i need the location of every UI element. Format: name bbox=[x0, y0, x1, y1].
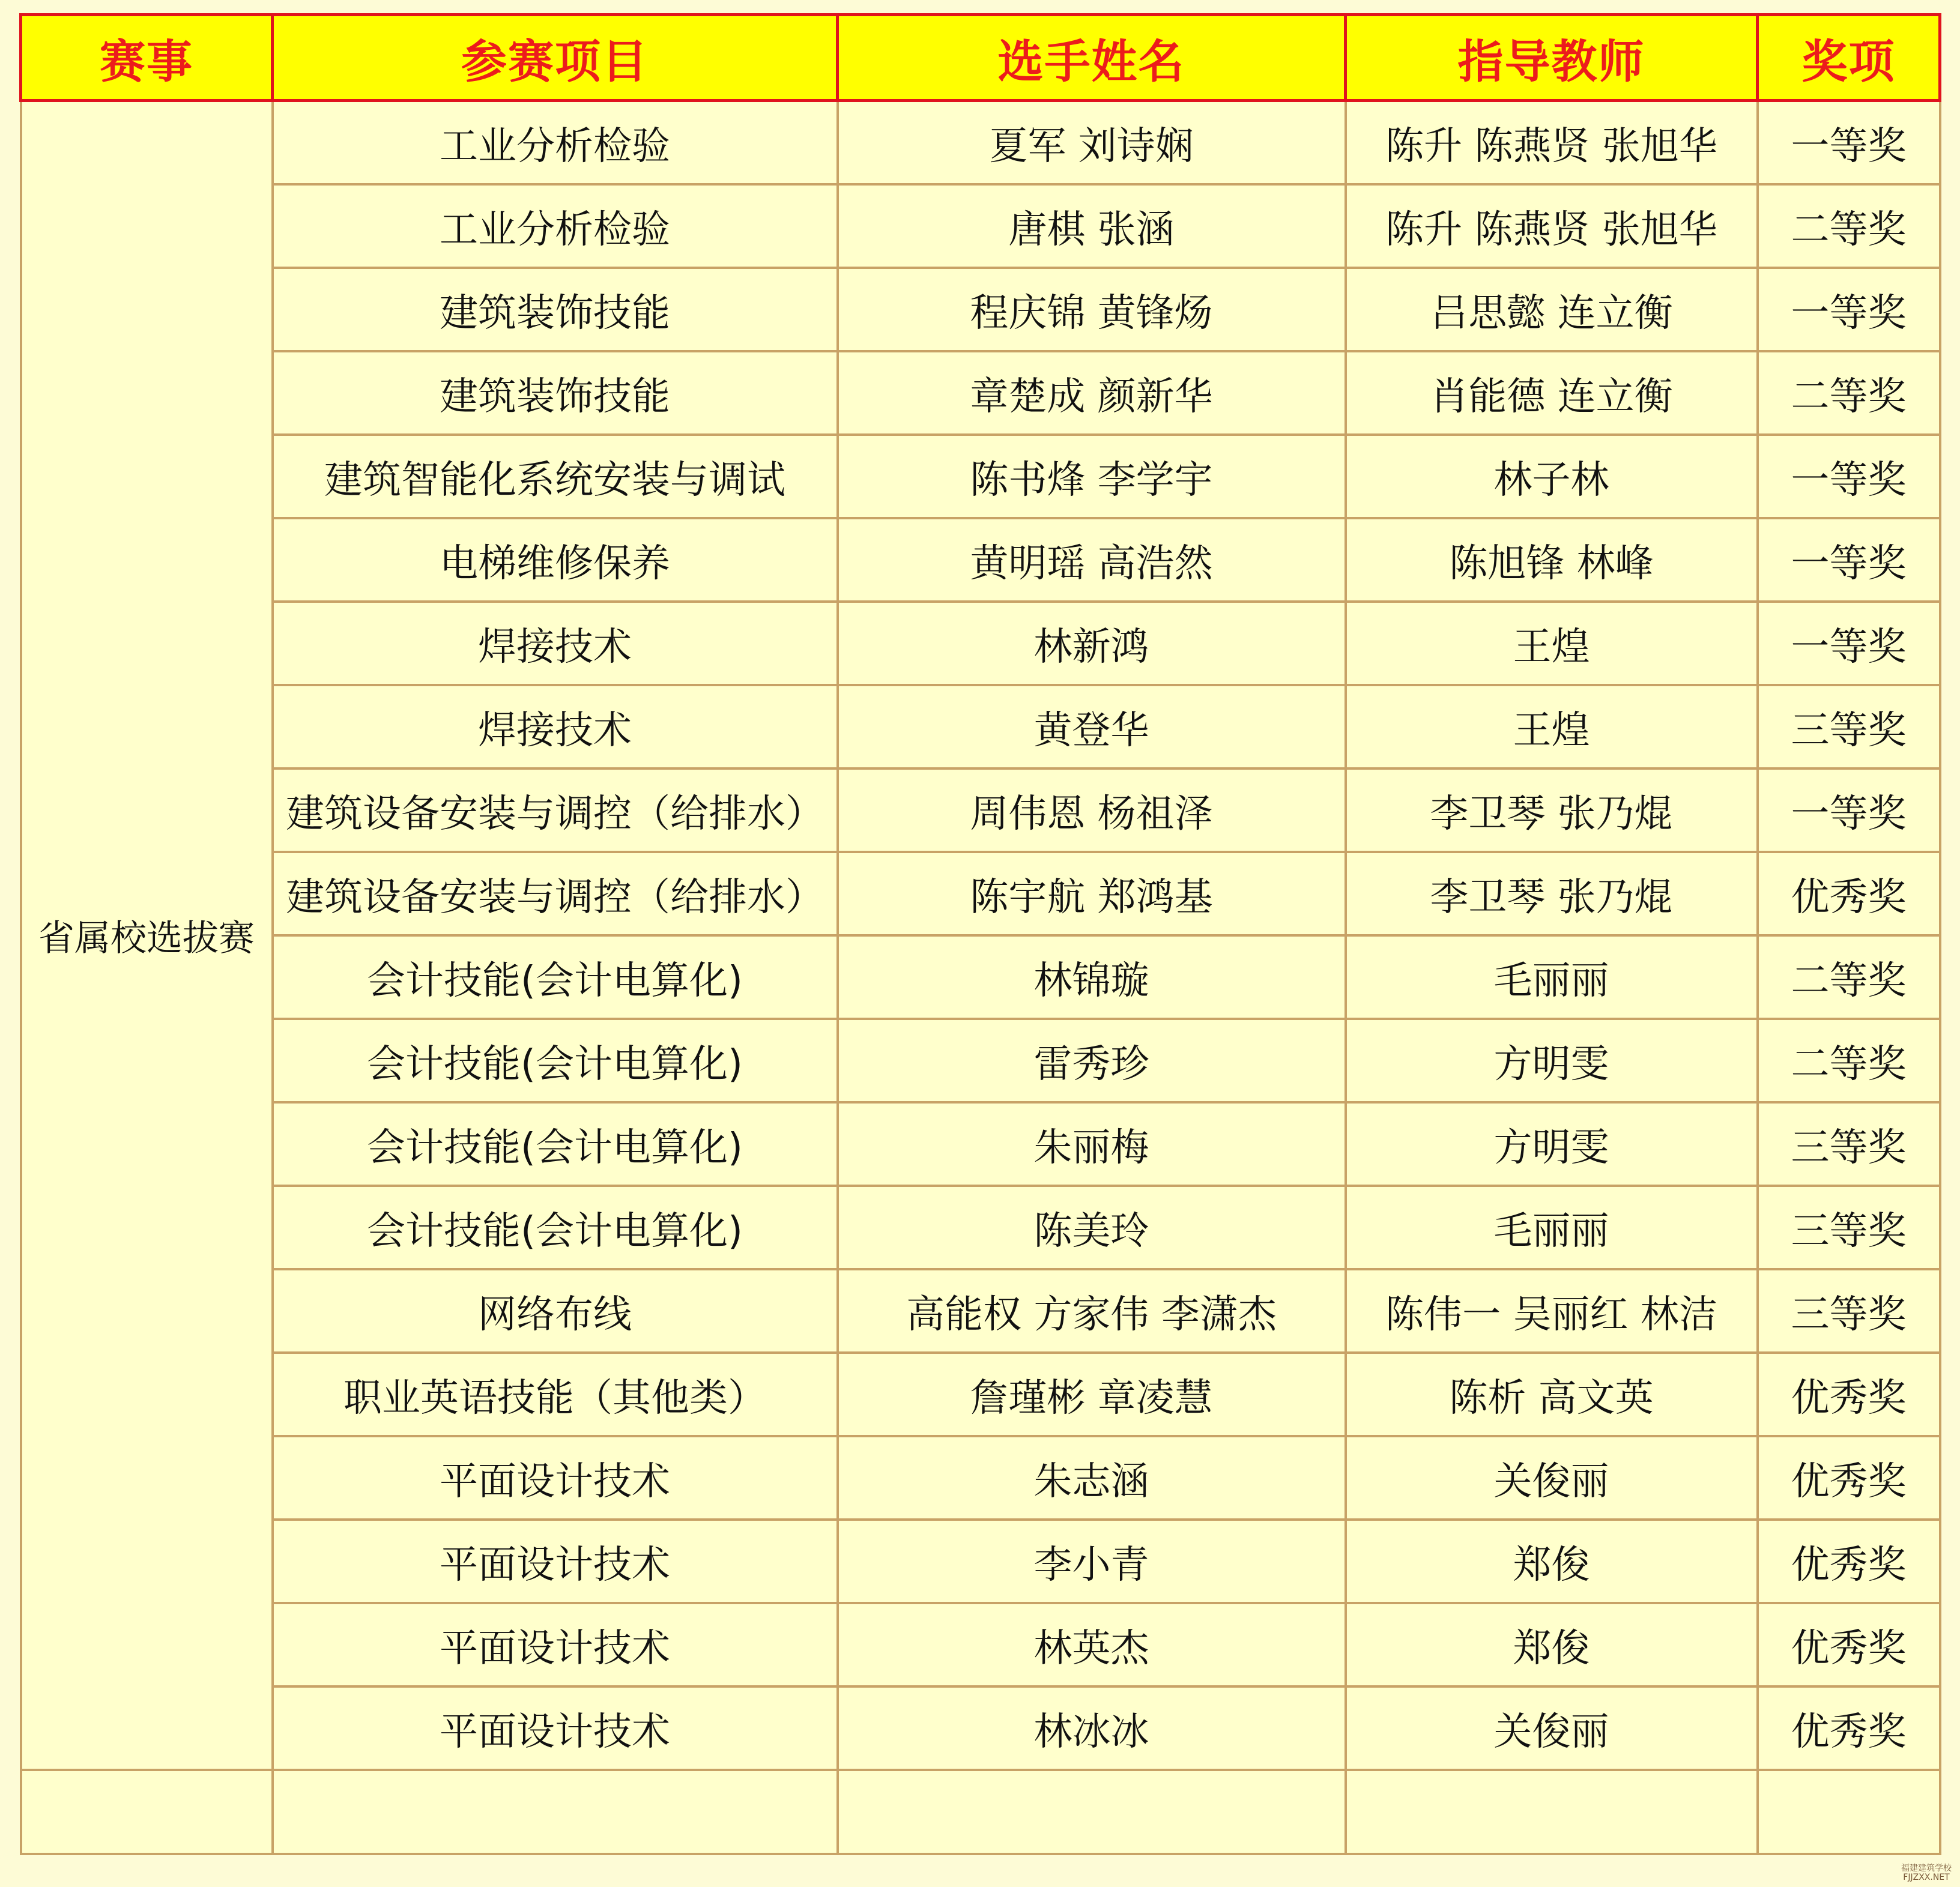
table-row bbox=[21, 1686, 1940, 1770]
teachers-cell: 吕思懿 连立衡 bbox=[1346, 268, 1758, 351]
award-cell: 二等奖 bbox=[1758, 1019, 1940, 1102]
teachers-cell: 毛丽丽 bbox=[1346, 1186, 1758, 1269]
award-cell: 一等奖 bbox=[1758, 101, 1940, 185]
award-cell: 三等奖 bbox=[1758, 685, 1940, 768]
teachers-cell: 郑俊 bbox=[1346, 1603, 1758, 1686]
students-cell: 唐棋 张涵 bbox=[838, 184, 1346, 268]
watermark-line: FJJZXX.NET bbox=[1903, 1873, 1950, 1882]
project-cell: 会计技能(会计电算化) bbox=[273, 1019, 838, 1102]
header-award: 奖项 bbox=[1758, 15, 1940, 101]
watermark-line: 福建建筑学校 bbox=[1901, 1864, 1952, 1873]
project-cell: 平面设计技术 bbox=[273, 1686, 838, 1770]
project-cell: 平面设计技术 bbox=[273, 1436, 838, 1520]
teachers-cell: 林子林 bbox=[1346, 435, 1758, 518]
table-header-row bbox=[21, 15, 1940, 101]
project-cell: 会计技能(会计电算化) bbox=[273, 1102, 838, 1186]
teachers-cell: 肖能德 连立衡 bbox=[1346, 351, 1758, 435]
project-cell: 建筑设备安装与调控（给排水） bbox=[273, 768, 838, 852]
teachers-cell: 王煌 bbox=[1346, 602, 1758, 685]
award-cell: 三等奖 bbox=[1758, 1186, 1940, 1269]
teachers-cell: 李卫琴 张乃焜 bbox=[1346, 852, 1758, 935]
students-cell: 陈书烽 李学宇 bbox=[838, 435, 1346, 518]
students-cell: 林锦璇 bbox=[838, 935, 1346, 1019]
teachers-cell: 关俊丽 bbox=[1346, 1686, 1758, 1770]
table-row bbox=[21, 685, 1940, 768]
students-cell: 陈宇航 郑鸿基 bbox=[838, 852, 1346, 935]
project-cell: 电梯维修保养 bbox=[273, 518, 838, 602]
students-cell: 周伟恩 杨祖泽 bbox=[838, 768, 1346, 852]
teachers-cell: 方明雯 bbox=[1346, 1019, 1758, 1102]
award-cell: 优秀奖 bbox=[1758, 1603, 1940, 1686]
award-cell: 二等奖 bbox=[1758, 351, 1940, 435]
award-cell: 一等奖 bbox=[1758, 435, 1940, 518]
project-cell: 平面设计技术 bbox=[273, 1603, 838, 1686]
table-row bbox=[21, 435, 1940, 518]
table-body bbox=[21, 101, 1940, 1855]
empty-cell bbox=[1758, 1770, 1940, 1854]
students-cell: 陈美玲 bbox=[838, 1186, 1346, 1269]
award-cell: 优秀奖 bbox=[1758, 852, 1940, 935]
table-row bbox=[21, 1186, 1940, 1269]
table-row bbox=[21, 1603, 1940, 1686]
teachers-cell: 陈旭锋 林峰 bbox=[1346, 518, 1758, 602]
project-cell: 建筑设备安装与调控（给排水） bbox=[273, 852, 838, 935]
students-cell: 程庆锦 黄锋炀 bbox=[838, 268, 1346, 351]
table-row bbox=[21, 1102, 1940, 1186]
empty-cell bbox=[21, 1770, 273, 1854]
students-cell: 章楚成 颜新华 bbox=[838, 351, 1346, 435]
header-student-name: 选手姓名 bbox=[838, 15, 1346, 101]
award-cell: 优秀奖 bbox=[1758, 1686, 1940, 1770]
project-cell: 会计技能(会计电算化) bbox=[273, 1186, 838, 1269]
table-row bbox=[21, 268, 1940, 351]
empty-cell bbox=[273, 1770, 838, 1854]
header-competition: 赛事 bbox=[21, 15, 273, 101]
award-cell: 一等奖 bbox=[1758, 602, 1940, 685]
table-row bbox=[21, 1436, 1940, 1520]
students-cell: 黄登华 bbox=[838, 685, 1346, 768]
teachers-cell: 关俊丽 bbox=[1346, 1436, 1758, 1520]
teachers-cell: 陈析 高文英 bbox=[1346, 1353, 1758, 1436]
header-teacher: 指导教师 bbox=[1346, 15, 1758, 101]
students-cell: 朱丽梅 bbox=[838, 1102, 1346, 1186]
students-cell: 林英杰 bbox=[838, 1603, 1346, 1686]
award-cell: 优秀奖 bbox=[1758, 1353, 1940, 1436]
students-cell: 林冰冰 bbox=[838, 1686, 1346, 1770]
award-cell: 一等奖 bbox=[1758, 768, 1940, 852]
teachers-cell: 陈升 陈燕贤 张旭华 bbox=[1346, 184, 1758, 268]
table-row bbox=[21, 1520, 1940, 1603]
teachers-cell: 毛丽丽 bbox=[1346, 935, 1758, 1019]
project-cell: 建筑智能化系统安装与调试 bbox=[273, 435, 838, 518]
students-cell: 雷秀珍 bbox=[838, 1019, 1346, 1102]
competition-cell: 省属校选拔赛 bbox=[21, 101, 273, 1771]
project-cell: 建筑装饰技能 bbox=[273, 351, 838, 435]
award-table bbox=[19, 13, 1941, 1855]
students-cell: 黄明瑶 高浩然 bbox=[838, 518, 1346, 602]
award-cell: 二等奖 bbox=[1758, 184, 1940, 268]
award-cell: 优秀奖 bbox=[1758, 1520, 1940, 1603]
empty-cell bbox=[838, 1770, 1346, 1854]
project-cell: 网络布线 bbox=[273, 1269, 838, 1353]
table-row bbox=[21, 184, 1940, 268]
teachers-cell: 方明雯 bbox=[1346, 1102, 1758, 1186]
teachers-cell: 陈升 陈燕贤 张旭华 bbox=[1346, 101, 1758, 185]
award-cell: 二等奖 bbox=[1758, 935, 1940, 1019]
students-cell: 高能权 方家伟 李潇杰 bbox=[838, 1269, 1346, 1353]
students-cell: 夏军 刘诗娴 bbox=[838, 101, 1346, 185]
table-row bbox=[21, 351, 1940, 435]
empty-row bbox=[21, 1770, 1940, 1854]
project-cell: 职业英语技能（其他类） bbox=[273, 1353, 838, 1436]
table-row bbox=[21, 768, 1940, 852]
table-row bbox=[21, 1019, 1940, 1102]
teachers-cell: 王煌 bbox=[1346, 685, 1758, 768]
project-cell: 建筑装饰技能 bbox=[273, 268, 838, 351]
project-cell: 焊接技术 bbox=[273, 685, 838, 768]
award-cell: 一等奖 bbox=[1758, 268, 1940, 351]
award-cell: 一等奖 bbox=[1758, 518, 1940, 602]
empty-cell bbox=[1346, 1770, 1758, 1854]
students-cell: 詹瑾彬 章凌慧 bbox=[838, 1353, 1346, 1436]
project-cell: 工业分析检验 bbox=[273, 184, 838, 268]
table-row bbox=[21, 1269, 1940, 1353]
header-project: 参赛项目 bbox=[273, 15, 838, 101]
table-row bbox=[21, 852, 1940, 935]
award-cell: 三等奖 bbox=[1758, 1269, 1940, 1353]
project-cell: 会计技能(会计电算化) bbox=[273, 935, 838, 1019]
table-row bbox=[21, 1353, 1940, 1436]
students-cell: 林新鸿 bbox=[838, 602, 1346, 685]
award-cell: 三等奖 bbox=[1758, 1102, 1940, 1186]
table-row bbox=[21, 602, 1940, 685]
table-row bbox=[21, 935, 1940, 1019]
project-cell: 工业分析检验 bbox=[273, 101, 838, 185]
table-row bbox=[21, 518, 1940, 602]
teachers-cell: 陈伟一 吴丽红 林洁 bbox=[1346, 1269, 1758, 1353]
students-cell: 朱志涵 bbox=[838, 1436, 1346, 1520]
teachers-cell: 郑俊 bbox=[1346, 1520, 1758, 1603]
table-row bbox=[21, 101, 1940, 185]
watermark-logo bbox=[1901, 1864, 1952, 1882]
project-cell: 平面设计技术 bbox=[273, 1520, 838, 1603]
students-cell: 李小青 bbox=[838, 1520, 1346, 1603]
project-cell: 焊接技术 bbox=[273, 602, 838, 685]
award-cell: 优秀奖 bbox=[1758, 1436, 1940, 1520]
teachers-cell: 李卫琴 张乃焜 bbox=[1346, 768, 1758, 852]
